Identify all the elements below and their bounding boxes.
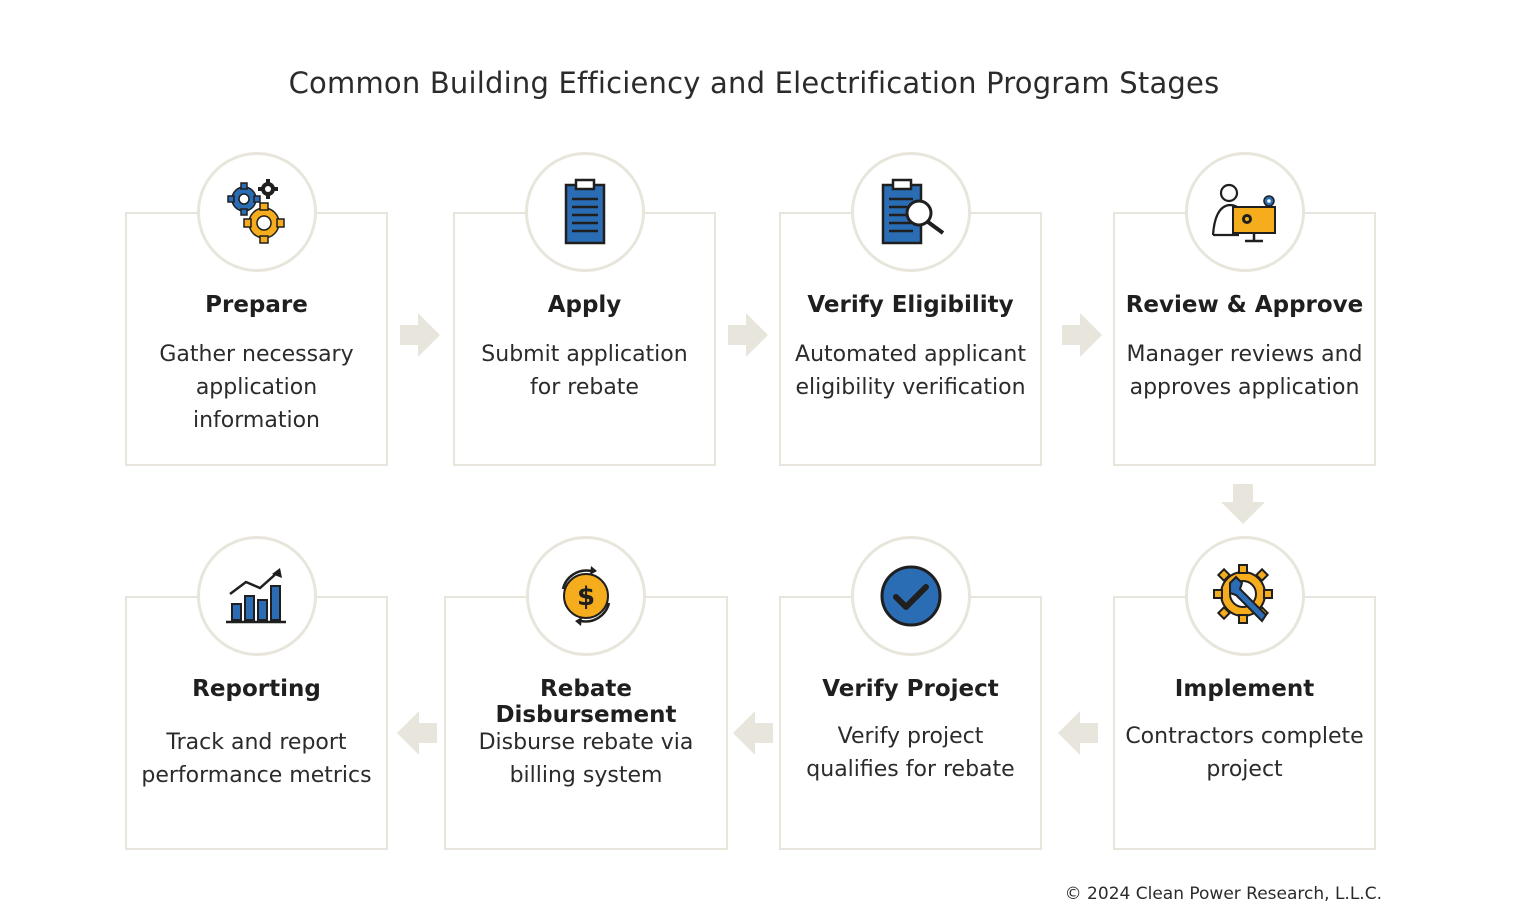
- arrow-right-icon: [1062, 313, 1102, 357]
- stage-description: Track and report performance metrics: [141, 730, 372, 788]
- icon-circle-review-approve: [1185, 152, 1305, 272]
- stage-description: Automated applicant eligibility verification: [795, 342, 1026, 400]
- clipboard-icon: [550, 177, 620, 247]
- arrow-right-icon: [728, 313, 768, 357]
- icon-circle-apply: [525, 152, 645, 272]
- stage-title: Verify Eligibility: [807, 292, 1014, 318]
- bar-chart-icon: [224, 566, 290, 626]
- arrow-right-icon: [400, 313, 440, 357]
- icon-circle-implement: [1185, 536, 1305, 656]
- copyright-footer: © 2024 Clean Power Research, L.L.C.: [1064, 884, 1382, 904]
- arrow-left-icon: [733, 711, 773, 755]
- svg-text:$: $: [576, 582, 596, 612]
- clipboard-search-icon: [873, 177, 949, 247]
- dollar-cycle-icon: [551, 561, 621, 631]
- wrench-gear-icon: [1210, 561, 1280, 631]
- stage-description: Submit application for rebate: [481, 342, 688, 400]
- arrow-left-icon: [1058, 711, 1098, 755]
- arrow-down-icon: [1221, 484, 1265, 524]
- icon-circle-reporting: [197, 536, 317, 656]
- stage-title: Review & Approve: [1125, 292, 1364, 318]
- icon-circle-verify-project: [851, 536, 971, 656]
- checkmark-icon: [878, 563, 944, 629]
- stage-description: Contractors complete project: [1125, 724, 1364, 782]
- stage-title: Implement: [1174, 676, 1315, 702]
- gears-icon: [222, 177, 292, 247]
- stage-description: Disburse rebate via billing system: [478, 730, 694, 788]
- stage-description: Manager reviews and approves application: [1126, 342, 1363, 400]
- stage-title: Prepare: [205, 292, 308, 318]
- stage-title: Verify Project: [822, 676, 999, 702]
- stage-title: Reporting: [192, 676, 321, 702]
- stage-title: Rebate Disbursement: [495, 676, 677, 728]
- page-title: Common Building Efficiency and Electrification Program Stages: [288, 66, 1220, 100]
- icon-circle-verify-eligibility: [851, 152, 971, 272]
- icon-circle-rebate-disbursement: [526, 536, 646, 656]
- stage-description: Gather necessary application information: [159, 342, 354, 433]
- stage-title: Apply: [547, 292, 622, 318]
- stage-description: Verify project qualifies for rebate: [806, 724, 1015, 782]
- arrow-left-icon: [397, 711, 437, 755]
- manager-computer-icon: [1209, 177, 1281, 247]
- icon-circle-prepare: [197, 152, 317, 272]
